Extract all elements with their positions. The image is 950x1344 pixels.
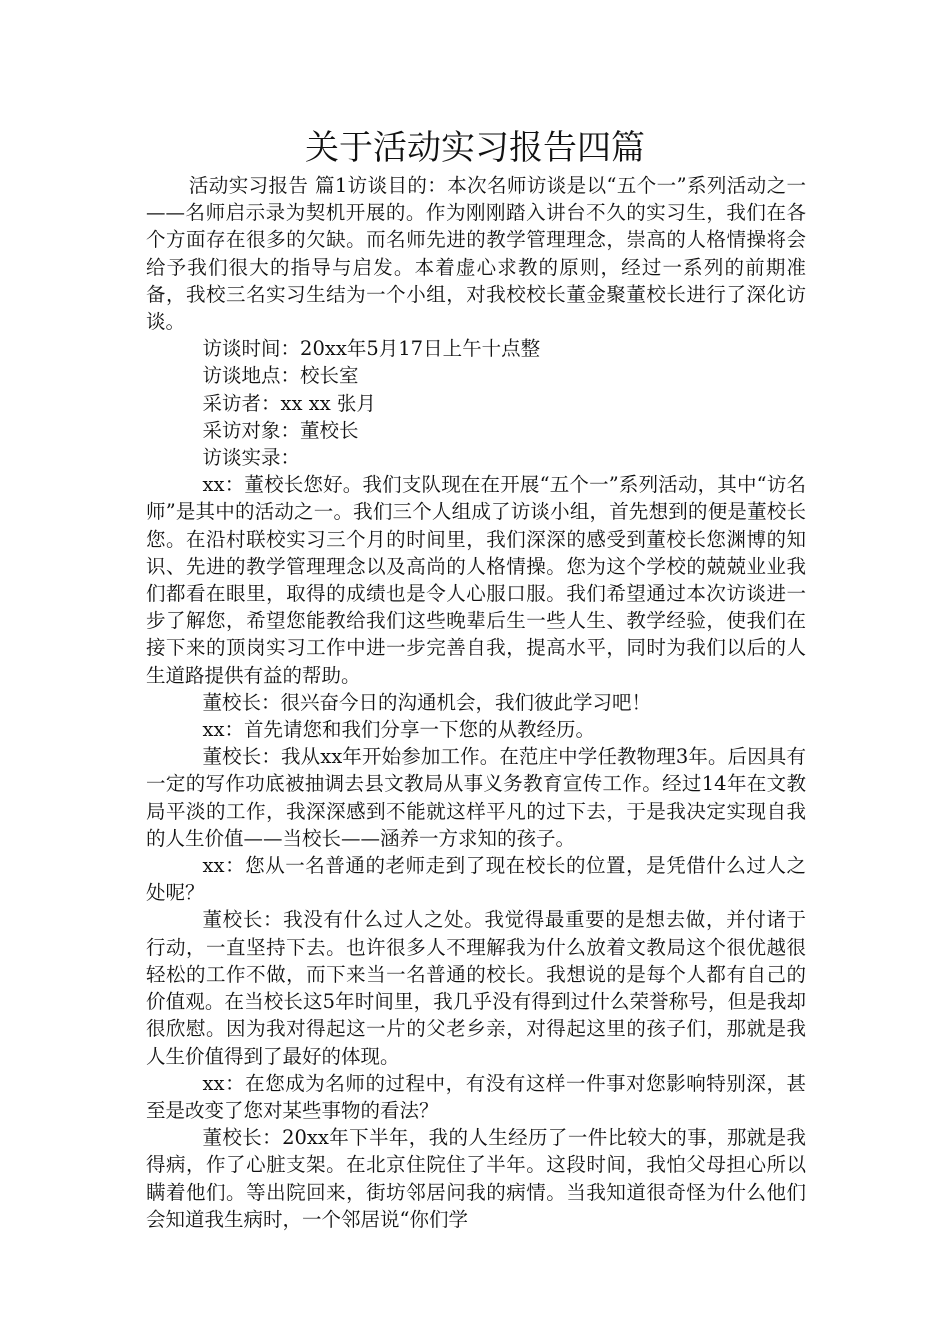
paragraph-question-2: xx：首先请您和我们分享一下您的从教经历。 bbox=[202, 718, 596, 742]
paragraph-answer-3: 董校长：我没有什么过人之处。我觉得最重要的是想去做，并付诸于行动，一直坚持下去。也许很多人不理解我为什么放着文教局这个很优越很轻松的工作不做，而下来当一名普通的校长。我想说的是每个人都有自己的价值观。在当校长这5年时间里，我几乎没有得到过什么荣誉称号，但是我却很欣慰。因为我对得起这一片的父老乡亲，对得起这里的孩子们，那就是我人生价值得到了最好的体现。 bbox=[146, 908, 806, 1068]
paragraph-interviewee: 采访对象：董校长 bbox=[202, 418, 359, 442]
paragraph-question-3: xx：您从一名普通的老师走到了现在校长的位置，是凭借什么过人之处呢？ bbox=[146, 854, 806, 905]
paragraph-question-1: xx：董校长您好。我们支队现在在开展“五个一”系列活动，其中“访名师”是其中的活动之一。我们三个人组成了访谈小组，首先想到的便是董校长您。在沿村联校实习三个月的时间里，我们深深的感受到董校长您渊博的知识、先进的教学管理理念以及高尚的人格情操。您为这个学校的兢兢业业我们都看在眼里，取得的成绩也是令人心服口服。我们希望通过本次访谈进一步了解您，希望您能教给我们这些晚辈后生一些人生、教学经验，使我们在接下来的顶岗实习工作中进一步完善自我，提高水平，同时为我们以后的人生道路提供有益的帮助。 bbox=[146, 473, 806, 687]
paragraph-question-4: xx：在您成为名师的过程中，有没有这样一件事对您影响特别深，甚至是改变了您对某些事物的看法？ bbox=[146, 1071, 806, 1122]
paragraph-interview-location: 访谈地点：校长室 bbox=[202, 364, 359, 388]
paragraph-answer-1: 董校长：很兴奋今日的沟通机会，我们彼此学习吧！ bbox=[202, 690, 652, 714]
document-body bbox=[146, 172, 806, 1233]
paragraph-transcript-heading: 访谈实录： bbox=[202, 446, 301, 470]
paragraph-interview-time: 访谈时间：20xx年5月17日上午十点整 bbox=[202, 337, 541, 361]
paragraph-answer-2: 董校长：我从xx年开始参加工作。在范庄中学任教物理3年。后因具有一定的写作功底被抽调去县文教局从事义务教育宣传工作。经过14年在文教局平淡的工作，我深深感到不能就这样平凡的过下去，于是我决定实现自我的人生价值——当校长——涵养一方求知的孩子。 bbox=[146, 745, 806, 850]
paragraph-answer-4: 董校长：20xx年下半年，我的人生经历了一件比较大的事，那就是我得病，作了心脏支架。在北京住院住了半年。这段时间，我怕父母担心所以瞒着他们。等出院回来，街坊邻居问我的病情。当我知道很奇怪为什么他们会知道我生病时，一个邻居说“你们学 bbox=[146, 1126, 806, 1231]
paragraph-interviewers: 采访者：xx xx 张月 bbox=[202, 391, 376, 415]
paragraph-intro: 活动实习报告 篇1访谈目的：本次名师访谈是以“五个一”系列活动之一——名师启示录为契机开展的。作为刚刚踏入讲台不久的实习生，我们在各个方面存在很多的欠缺。而名师先进的教学管理理念，崇高的人格情操将会给予我们很大的指导与启发。本着虚心求教的原则，经过一系列的前期准备，我校三名实习生结为一个小组，对我校校长董金聚董校长进行了深化访谈。 bbox=[146, 174, 806, 334]
document-title: 关于活动实习报告四篇 bbox=[305, 128, 645, 168]
